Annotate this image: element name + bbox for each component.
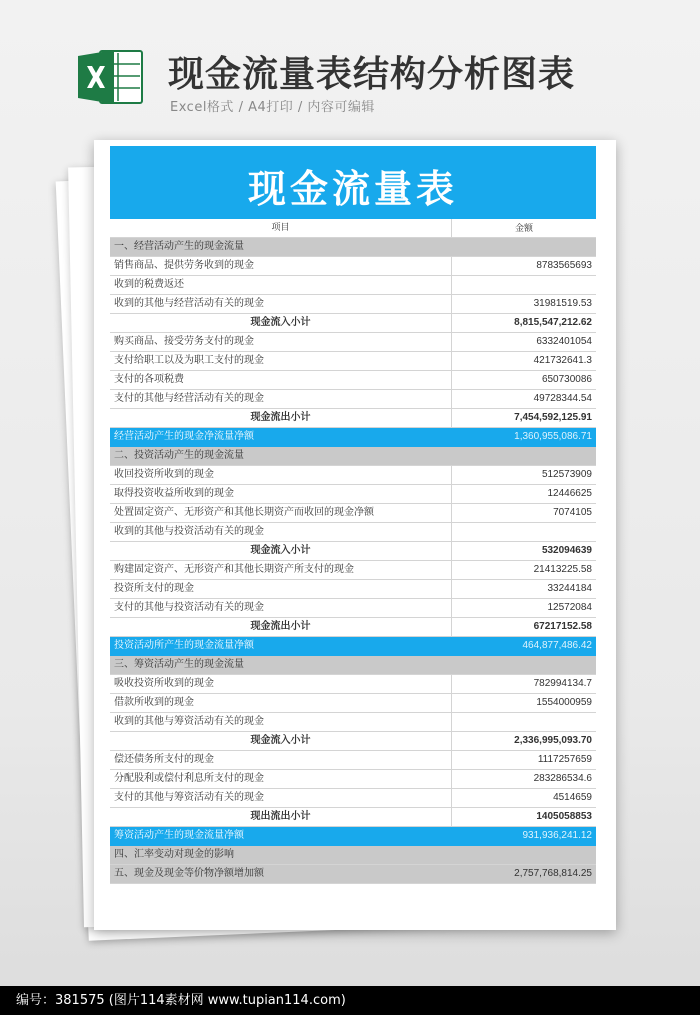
row-amount: 31981519.53 xyxy=(533,298,592,309)
row-label: 投资所支付的现金 xyxy=(110,580,452,598)
table-row-item xyxy=(110,713,596,732)
row-label: 筹资活动产生的现金流量净额 xyxy=(114,830,244,841)
row-label: 购建固定资产、无形资产和其他长期资产所支付的现金 xyxy=(110,561,452,579)
row-label: 支付给职工以及为职工支付的现金 xyxy=(110,352,452,370)
row-label: 收到的其他与筹资活动有关的现金 xyxy=(110,713,452,731)
row-label: 经营活动产生的现金净流量净额 xyxy=(114,431,254,442)
row-label: 投资活动所产生的现金流量净额 xyxy=(114,640,254,651)
table-row-net xyxy=(110,637,596,656)
row-label: 处置固定资产、无形资产和其他长期资产而收回的现金净额 xyxy=(110,504,452,522)
table-row-subtotal xyxy=(110,409,596,428)
table-row-section xyxy=(110,865,596,884)
row-label: 借款所收到的现金 xyxy=(110,694,452,712)
table-row-item xyxy=(110,523,596,542)
row-amount: 49728344.54 xyxy=(533,393,592,404)
row-amount: 1,360,955,086.71 xyxy=(514,431,592,442)
row-amount: 421732641.3 xyxy=(533,355,592,366)
row-amount: 2,336,995,093.70 xyxy=(514,735,592,746)
table-row-item xyxy=(110,390,596,409)
row-label: 三、筹资活动产生的现金流量 xyxy=(114,659,244,670)
table-row-item xyxy=(110,789,596,808)
row-amount: 8783565693 xyxy=(536,260,592,271)
table-row-section xyxy=(110,447,596,466)
row-label: 销售商品、提供劳务收到的现金 xyxy=(110,257,452,275)
cash-flow-table xyxy=(110,219,596,884)
row-amount: 283286534.6 xyxy=(533,773,592,784)
row-label: 现金流入小计 xyxy=(110,542,452,560)
row-label: 现金流出小计 xyxy=(110,409,452,427)
row-label: 现金流入小计 xyxy=(110,732,452,750)
table-row-section xyxy=(110,846,596,865)
row-label: 偿还债务所支付的现金 xyxy=(110,751,452,769)
row-label: 现金流入小计 xyxy=(110,314,452,332)
row-amount: 7,454,592,125.91 xyxy=(514,412,592,423)
row-amount: 4514659 xyxy=(553,792,592,803)
row-amount: 1117257659 xyxy=(537,754,592,765)
row-amount: 931,936,241.12 xyxy=(522,830,592,841)
row-amount: 33244184 xyxy=(547,583,592,594)
table-row-item xyxy=(110,257,596,276)
row-amount xyxy=(452,846,596,864)
row-label: 支付的其他与经营活动有关的现金 xyxy=(110,390,452,408)
table-row-subtotal xyxy=(110,314,596,333)
column-header-item: 项目 xyxy=(110,219,452,237)
table-row-item xyxy=(110,371,596,390)
row-amount: 782994134.7 xyxy=(533,678,592,689)
page-subtitle: Excel格式 / A4打印 / 内容可编辑 xyxy=(170,100,375,115)
table-row-item xyxy=(110,599,596,618)
table-row-item xyxy=(110,333,596,352)
column-header-amount: 金额 xyxy=(514,223,533,233)
row-amount: 8,815,547,212.62 xyxy=(514,317,592,328)
row-label: 收回投资所收到的现金 xyxy=(110,466,452,484)
row-label: 一、经营活动产生的现金流量 xyxy=(114,241,244,252)
table-row-item xyxy=(110,751,596,770)
table-row-net xyxy=(110,827,596,846)
page-header xyxy=(0,0,700,130)
table-row-item xyxy=(110,352,596,371)
table-row-subtotal xyxy=(110,618,596,637)
sheet-banner xyxy=(110,146,596,219)
table-row-item xyxy=(110,770,596,789)
row-amount xyxy=(452,447,596,465)
table-row-item xyxy=(110,561,596,580)
table-row-item xyxy=(110,466,596,485)
table-row-subtotal xyxy=(110,732,596,751)
row-label: 二、投资活动产生的现金流量 xyxy=(114,450,244,461)
row-amount: 21413225.58 xyxy=(533,564,592,575)
table-row-subtotal xyxy=(110,542,596,561)
table-row-item xyxy=(110,295,596,314)
row-label: 支付的各项税费 xyxy=(110,371,452,389)
row-amount: 12446625 xyxy=(547,488,592,499)
row-amount: 6332401054 xyxy=(536,336,592,347)
table-row-item xyxy=(110,580,596,599)
cash-flow-sheet xyxy=(94,140,616,930)
table-row-item xyxy=(110,675,596,694)
page-title: 现金流量表结构分析图表 xyxy=(168,54,576,95)
row-amount: 512573909 xyxy=(541,469,592,480)
table-row-item xyxy=(110,276,596,295)
row-label: 收到的税费返还 xyxy=(110,276,452,294)
row-label: 吸收投资所收到的现金 xyxy=(110,675,452,693)
row-label: 五、现金及现金等价物净额增加额 xyxy=(114,868,264,879)
row-label: 收到的其他与经营活动有关的现金 xyxy=(110,295,452,313)
table-row-subtotal xyxy=(110,808,596,827)
row-amount xyxy=(452,238,596,256)
row-label: 取得投资收益所收到的现金 xyxy=(110,485,452,503)
table-row-item xyxy=(110,504,596,523)
row-amount: 67217152.58 xyxy=(533,621,592,632)
row-amount: 532094639 xyxy=(541,545,592,556)
row-label: 分配股利或偿付利息所支付的现金 xyxy=(110,770,452,788)
row-amount xyxy=(452,713,596,731)
row-amount: 1405058853 xyxy=(536,811,592,822)
row-amount: 2,757,768,814.25 xyxy=(514,868,592,879)
row-label: 支付的其他与投资活动有关的现金 xyxy=(110,599,452,617)
table-header-row xyxy=(110,219,596,238)
row-label: 购买商品、接受劳务支付的现金 xyxy=(110,333,452,351)
row-amount xyxy=(452,656,596,674)
row-label: 现出流出小计 xyxy=(110,808,452,826)
table-row-net xyxy=(110,428,596,447)
row-amount: 1554000959 xyxy=(536,697,592,708)
row-amount: 464,877,486.42 xyxy=(522,640,592,651)
row-amount: 12572084 xyxy=(547,602,592,613)
excel-icon xyxy=(78,48,144,106)
row-label: 支付的其他与筹资活动有关的现金 xyxy=(110,789,452,807)
row-amount: 7074105 xyxy=(553,507,592,518)
table-row-section xyxy=(110,238,596,257)
table-row-section xyxy=(110,656,596,675)
row-label: 四、汇率变动对现金的影响 xyxy=(114,849,234,860)
row-label: 现金流出小计 xyxy=(110,618,452,636)
row-amount xyxy=(452,276,596,294)
row-amount: 650730086 xyxy=(541,374,592,385)
watermark-footer: 编号：381575 (图片114素材网 www.tupian114.com) xyxy=(0,986,700,1015)
table-row-item xyxy=(110,485,596,504)
row-amount xyxy=(452,523,596,541)
sheet-title: 现金流量表 xyxy=(247,166,458,211)
row-label: 收到的其他与投资活动有关的现金 xyxy=(110,523,452,541)
table-row-item xyxy=(110,694,596,713)
